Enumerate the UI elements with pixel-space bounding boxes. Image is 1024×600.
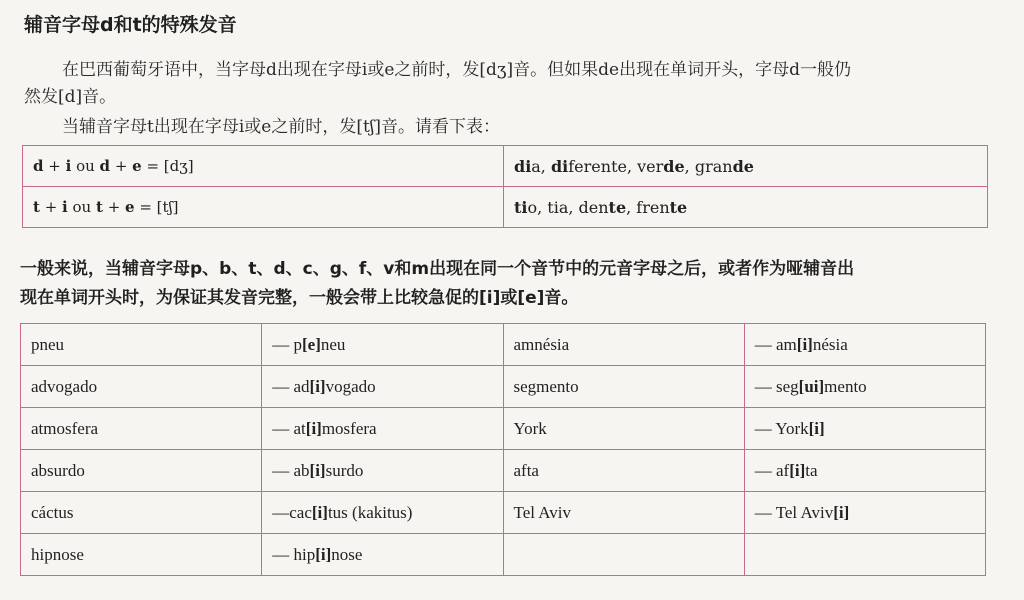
section2-paragraph-line-1: 一般来说，当辅音字母p、b、t、d、c、g、f、v和m出现在同一个音节中的元音字母之后，或者作为哑辅音出	[20, 259, 855, 279]
word-cell: Tel Aviv	[503, 492, 744, 534]
dt-pronunciation-table	[22, 145, 988, 228]
pronunciation-cell: — Tel Aviv[i]	[744, 492, 985, 534]
examples-cell: dia, diferente, verde, grande	[504, 146, 988, 187]
intro-paragraph-line-3: 当辅音字母t出现在字母i或e之前时，发[tʃ]音。请看下表：	[62, 117, 501, 137]
section2-paragraph-line-2: 现在单词开头时，为保证其发音完整，一般会带上比较急促的[i]或[e]音。	[20, 288, 579, 308]
rule-cell: d + i ou d + e = [dʒ]	[23, 146, 504, 187]
epenthetic-vowel-table	[20, 323, 986, 576]
table-row	[21, 450, 986, 492]
word-cell	[503, 534, 744, 576]
pronunciation-cell: — ad[i]vogado	[262, 366, 503, 408]
word-cell: segmento	[503, 366, 744, 408]
pronunciation-cell: — ab[i]surdo	[262, 450, 503, 492]
word-cell: hipnose	[21, 534, 262, 576]
table-row	[23, 187, 988, 228]
pronunciation-cell: — am[i]nésia	[744, 324, 985, 366]
word-cell: amnésia	[503, 324, 744, 366]
word-cell: atmosfera	[21, 408, 262, 450]
table-row	[21, 324, 986, 366]
word-cell: advogado	[21, 366, 262, 408]
word-cell: York	[503, 408, 744, 450]
word-cell: afta	[503, 450, 744, 492]
table-row	[21, 408, 986, 450]
pronunciation-cell: — hip[i]nose	[262, 534, 503, 576]
table-row	[21, 366, 986, 408]
pronunciation-cell: — p[e]neu	[262, 324, 503, 366]
intro-paragraph-line-1: 在巴西葡萄牙语中，当字母d出现在字母i或e之前时，发[dʒ]音。但如果de出现在单词开头，字母d一般仍	[62, 60, 851, 80]
pronunciation-cell: — at[i]mosfera	[262, 408, 503, 450]
table-row	[21, 534, 986, 576]
pronunciation-cell: — af[i]ta	[744, 450, 985, 492]
table-row	[23, 146, 988, 187]
pronunciation-cell: — York[i]	[744, 408, 985, 450]
rule-cell: t + i ou t + e = [tʃ]	[23, 187, 504, 228]
pronunciation-cell: — seg[ui]mento	[744, 366, 985, 408]
pronunciation-cell	[744, 534, 985, 576]
word-cell: cáctus	[21, 492, 262, 534]
pronunciation-cell: —cac[i]tus (kakitus)	[262, 492, 503, 534]
examples-cell: tio, tia, dente, frente	[504, 187, 988, 228]
word-cell: pneu	[21, 324, 262, 366]
table-row	[21, 492, 986, 534]
intro-paragraph-line-2: 然发[d]音。	[24, 87, 117, 107]
word-cell: absurdo	[21, 450, 262, 492]
section-heading: 辅音字母d和t的特殊发音	[24, 14, 237, 36]
